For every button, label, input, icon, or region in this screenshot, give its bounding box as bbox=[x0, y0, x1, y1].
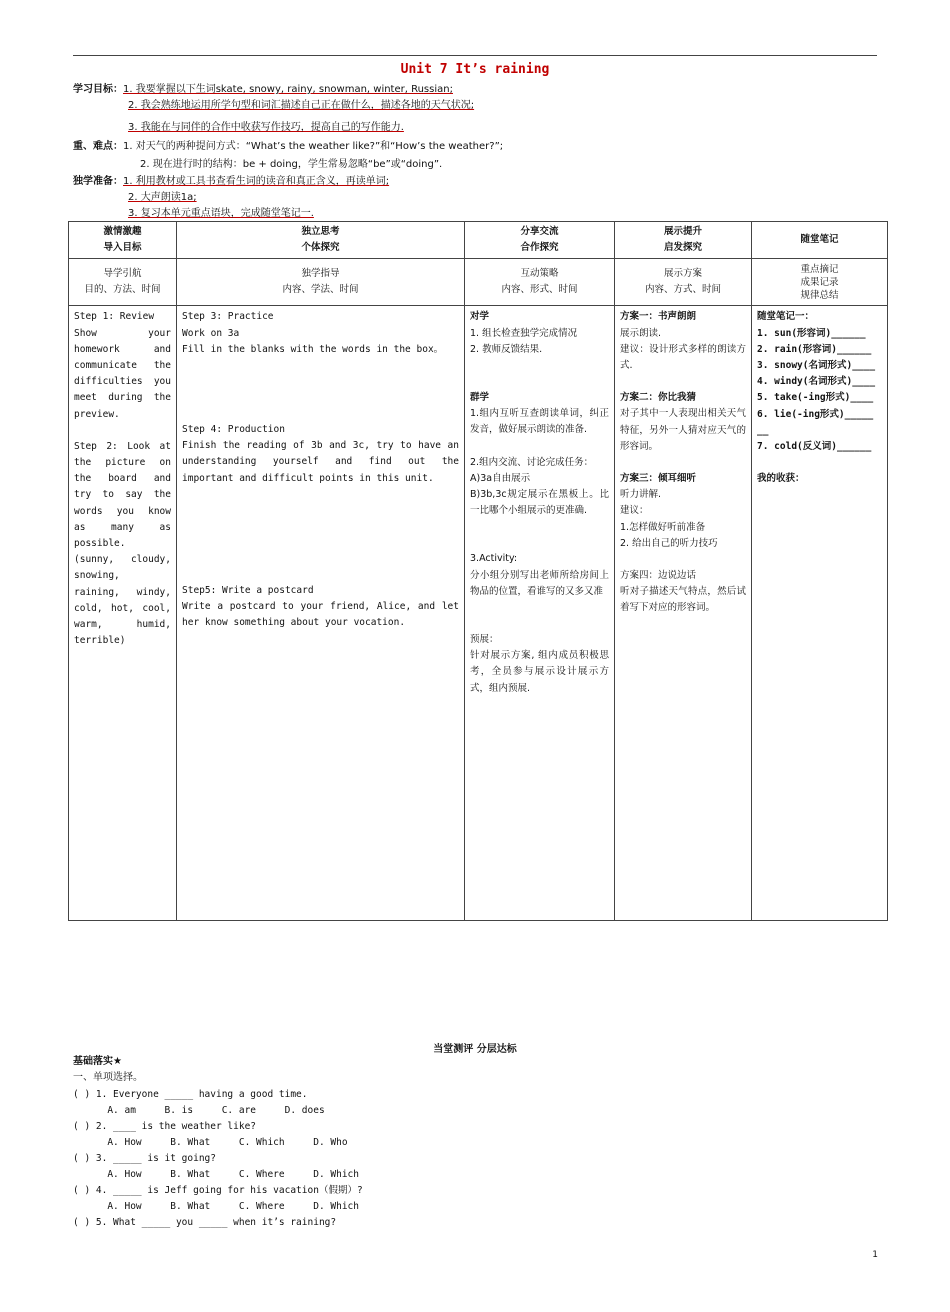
question-line: ( ) 3. _____ is it going? bbox=[73, 1153, 216, 1164]
keypoints-label: 重、难点： bbox=[73, 141, 123, 152]
keypoints-line-1 bbox=[73, 139, 503, 155]
note-item: 2. rain(形容词)______ bbox=[757, 343, 872, 355]
step3-a: Work on 3a bbox=[182, 327, 240, 339]
col-notes bbox=[752, 306, 888, 921]
question-line: ( ) 2. ____ is the weather like? bbox=[73, 1121, 257, 1132]
question-options: A. How B. What C. Where D. Which bbox=[73, 1201, 359, 1212]
step3-b: Fill in the blanks with the words in the box。 bbox=[182, 343, 444, 355]
plan1-title: 方案一：书声朗朗 bbox=[620, 311, 697, 323]
table-body-row bbox=[69, 306, 888, 921]
notes-title: 随堂笔记一： bbox=[757, 311, 815, 323]
objective-3: 3. 我能在与同伴的合作中收获写作技巧，提高自己的写作能力. bbox=[128, 122, 404, 133]
step4-title: Step 4: Production bbox=[182, 424, 285, 436]
question-options: A. How B. What C. Which D. Who bbox=[73, 1137, 348, 1148]
subheader-col-5: 重点摘记 成果记录 规律总结 bbox=[752, 259, 888, 306]
objective-2: 2. 我会熟练地运用所学句型和词汇描述自己正在做什么，描述各地的天气状况; bbox=[128, 100, 475, 111]
header-col-2: 独立思考 个体探究 bbox=[177, 222, 465, 259]
page-number: 1 bbox=[872, 1250, 878, 1260]
yuzhan-title: 预展： bbox=[470, 634, 499, 646]
col-presentation bbox=[615, 306, 752, 921]
subheader-col-3: 互动策略 内容、形式、时间 bbox=[465, 259, 615, 306]
note-item: 3. snowy(名词形式)____ bbox=[757, 360, 876, 372]
note-item: __ bbox=[757, 424, 769, 436]
duixue-2: 2. 教师反馈结果. bbox=[470, 343, 543, 355]
objectives-label: 学习目标： bbox=[73, 84, 123, 95]
note-item: 5. take(-ing形式)____ bbox=[757, 392, 874, 404]
header-col-5: 随堂笔记 bbox=[752, 222, 888, 259]
prep-2: 2. 大声朗读1a; bbox=[128, 192, 197, 203]
question-line: ( ) 5. What _____ you _____ when it’s raining? bbox=[73, 1217, 337, 1228]
note-item: 6. lie(-ing形式)_____ bbox=[757, 408, 874, 420]
table-header-row-1 bbox=[69, 222, 888, 259]
page-title: Unit 7 It’s raining bbox=[400, 62, 550, 77]
col-practice bbox=[177, 306, 465, 921]
plan2-title: 方案二：你比我猜 bbox=[620, 392, 697, 404]
plan1-a: 展示朗读. bbox=[620, 327, 662, 339]
col-interaction bbox=[465, 306, 615, 921]
plan3-a: 听力讲解. bbox=[620, 489, 662, 501]
plan2-body: 对子其中一人表现出相关天气特征，另外一人猜对应天气的形容词。 bbox=[620, 408, 746, 452]
duixue-1: 1. 组长检查独学完成情况 bbox=[470, 327, 578, 339]
prep-3: 3. 复习本单元重点语块，完成随堂笔记一. bbox=[128, 208, 314, 219]
plan3-b: 建议： bbox=[620, 505, 649, 517]
qunxue-1: 1.组内互听互查朗读单词，纠正发音，做好展示朗读的准备. bbox=[470, 408, 609, 436]
prep-line-1 bbox=[73, 174, 389, 190]
question-options: A. am B. is C. are D. does bbox=[73, 1105, 325, 1116]
col-review bbox=[69, 306, 177, 921]
header-col-4: 展示提升 启发探究 bbox=[615, 222, 752, 259]
step2-words: (sunny, cloudy, snowing, raining, windy, cold, hot, cool, warm, humid, terrible) bbox=[74, 554, 171, 647]
duixue-title: 对学 bbox=[470, 311, 490, 323]
keypoint-1: 1. 对天气的两种提问方式：“What’s the weather like?”和“How’s the weather?”; bbox=[123, 141, 504, 152]
step4-body: Finish the reading of 3b and 3c, try to have an understanding yourself and find out the important and difficult points in this unit. bbox=[182, 440, 459, 484]
plan3-d: 2. 给出自己的听力技巧 bbox=[620, 537, 718, 549]
qunxue-title: 群学 bbox=[470, 392, 490, 404]
gains-label: 我的收获： bbox=[757, 473, 805, 485]
qunxue-2b: B)3b,3c规定展示在黑板上。比一比哪个小组展示的更准确. bbox=[470, 489, 609, 517]
step5-title: Step5: Write a postcard bbox=[182, 584, 314, 596]
prep-label: 独学准备： bbox=[73, 176, 123, 187]
question-line: ( ) 1. Everyone _____ having a good time. bbox=[73, 1089, 308, 1100]
qunxue-2: 2.组内交流、讨论完成任务： bbox=[470, 456, 594, 468]
step5-body: Write a postcard to your friend, Alice, and let her know something about your vocation. bbox=[182, 601, 459, 629]
objectives-line-1 bbox=[73, 82, 453, 98]
objective-1: 1. 我要掌握以下生词skate, snowy, rainy, snowman, winter, Russian; bbox=[123, 84, 453, 95]
yuzhan-body: 针对展示方案, 组内成员积极思考，全员参与展示设计展示方式，组内预展. bbox=[470, 650, 609, 694]
header-rule bbox=[73, 55, 877, 56]
plan4-body: 听对子描述天气特点，然后试着写下对应的形容词。 bbox=[620, 586, 746, 614]
question-line: ( ) 4. _____ is Jeff going for his vacation（假期）? bbox=[73, 1185, 363, 1196]
keypoint-2: 2. 现在进行时的结构：be + doing，学生常易忽略“be”或“doing”. bbox=[140, 159, 443, 170]
plan3-c: 1.怎样做好听前准备 bbox=[620, 521, 706, 533]
test-section: 基础落实★ bbox=[73, 1056, 122, 1067]
qunxue-2a: A)3a自由展示 bbox=[470, 472, 531, 484]
activity-title: 3.Activity: bbox=[470, 553, 518, 565]
subheader-col-2: 独学指导 内容、学法、时间 bbox=[177, 259, 465, 306]
step2-body: Step 2: Look at the picture on the board and try to say the words you know as many as possible. bbox=[74, 440, 171, 550]
plan4-title: 方案四：边说边话 bbox=[620, 570, 697, 582]
header-col-3: 分享交流 合作探究 bbox=[465, 222, 615, 259]
step3-title: Step 3: Practice bbox=[182, 311, 274, 323]
test-part: 一、单项选择。 bbox=[73, 1072, 143, 1083]
header-col-1: 激情激趣 导入目标 bbox=[69, 222, 177, 259]
note-item: 1. sun(形容词)______ bbox=[757, 327, 866, 339]
lesson-table bbox=[68, 221, 888, 921]
question-options: A. How B. What C. Where D. Which bbox=[73, 1169, 359, 1180]
note-item: 4. windy(名词形式)____ bbox=[757, 376, 876, 388]
subheader-col-4: 展示方案 内容、方式、时间 bbox=[615, 259, 752, 306]
plan1-b: 建议：设计形式多样的朗读方式. bbox=[620, 343, 746, 372]
subheader-col-1: 导学引航 目的、方法、时间 bbox=[69, 259, 177, 306]
note-item: 7. cold(反义词)______ bbox=[757, 441, 872, 453]
step1-body: Show your homework and communicate the difficulties you meet during the preview. bbox=[74, 327, 171, 420]
plan3-title: 方案三：倾耳细听 bbox=[620, 473, 697, 485]
prep-1: 1. 利用教材或工具书查看生词的读音和真正含义，再读单词; bbox=[123, 176, 390, 187]
step1-title: Step 1: Review bbox=[74, 311, 155, 323]
test-title: 当堂测评 分层达标 bbox=[433, 1044, 517, 1055]
activity-body: 分小组分别写出老师所给房间上物品的位置，看谁写的又多又准 bbox=[470, 569, 609, 597]
table-header-row-2 bbox=[69, 259, 888, 306]
